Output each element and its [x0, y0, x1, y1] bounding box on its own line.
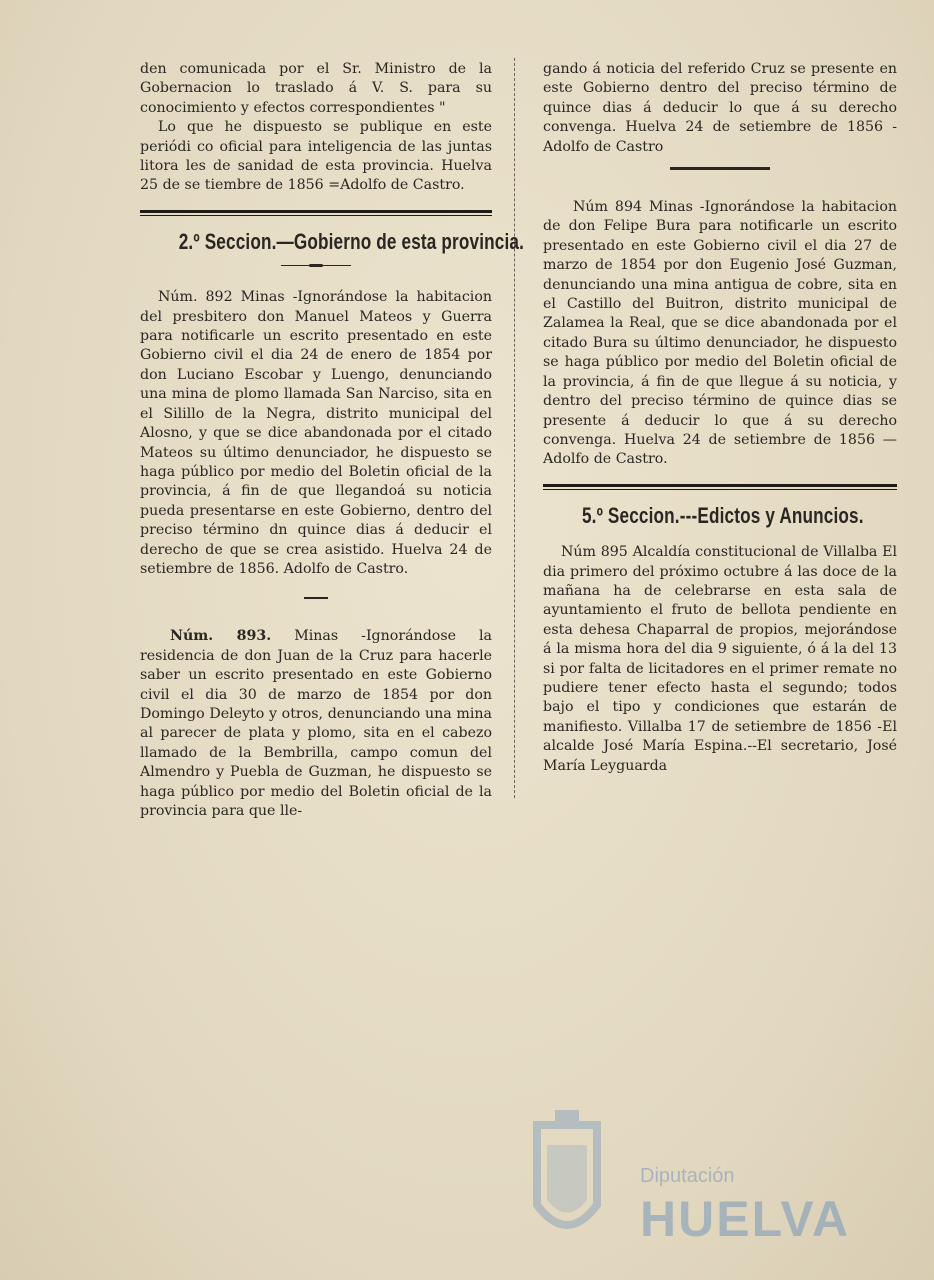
short-divider [304, 597, 328, 599]
notice-893 [140, 627, 492, 821]
short-rule [670, 167, 770, 170]
notice-894-text: Minas -Ignorándose la habitacion de don Felipe Bura para notificarle un escrito presentado en este Gobierno civil el dia 27 de marzo de 1854 por don Eugenio José Guzman, denunciando una mina antigua de cobre, sita en el Castillo del Buitron, distrito municipal de Zalamea la Real, que se dice abandonada por el citado Bura su último denunciador, he dispuesto se haga público por medio del Boletin oficial de la provincia, á fin de que llegue á su noticia, y dentro del preciso término de quince dias se presente á deducir lo que á su derecho convenga. Huelva 24 de setiembre de 1856 —Adolfo de Castro. [543, 199, 897, 468]
notice-894 [543, 198, 897, 470]
notice-892-text: Minas -Ignorándose la habitacion del presbitero don Manuel Mateos y Guerra para notificarle un escrito presentado en este Gobierno civil el dia 24 de enero de 1854 por don Luciano Escobar y Luengo, denunciando una mina de plomo llamada San Narciso, sita en el Silillo de la Negra, distrito municipal del Alosno, y que se dice abandonada por el citado Mateos su último denunciador, he dispuesto se haga público por medio del Boletin oficial de la provincia, á fin de que llegandoá su noticia pueda presentarse en este Gobierno, dentro del preciso término dn quince dias á deducir el derecho de que se crea asistido. Huelva 24 de setiembre de 1856. Adolfo de Castro. [140, 289, 493, 577]
section-5-title: 5.º Seccion.---Edictos y Anuncios. [581, 502, 864, 528]
notice-895 [543, 543, 897, 776]
notice-893-continuation: gando á noticia del referido Cruz se presente en este Gobierno dentro del preciso término de quince dias á deducir lo que á su derecho convenga. Huelva 24 de setiembre de 1856 -Adolfo de Castro [543, 61, 897, 155]
notice-892 [140, 288, 492, 579]
intro-closing-paragraph: Lo que he dispuesto se publique en este periódi co oficial para inteligencia de las juntas litora les de sanidad de esta provincia. Huelva 25 de se tiembre de 1856 =Adolfo de Castro. [140, 119, 492, 194]
notice-893-text: Minas -Ignorándose la residencia de don Juan de la Cruz para hacerle saber un escrito presentado en este Gobierno civil el dia 30 de marzo de 1854 por don Domingo Deleyto y otros, denunciando una mina al parecer de plata y plomo, sita en el cabezo llamado de la Bembrilla, campo comun del Almendro y Puebla de Guzman, he dispuesto se haga público por medio del Boletin oficial de la provincia para que lle- [140, 628, 492, 819]
notice-894-number: Núm 894 [573, 199, 643, 216]
watermark-line2: HUELVA [640, 1191, 851, 1247]
left-column [140, 60, 525, 821]
notice-895-text: Alcaldía constitucional de Villalba El dia primero del próximo octubre á las doce de la mañana ha de celebrarse en esta sala de ayuntamiento el fruto de bellota pendiente en esta dehesa Chaparral de propios, mejorándose á la misma hora del dia 9 siguiente, ó á la del 13 si por falta de licitadores en el primer remate no pudiere tener efecto hasta el segundo; todos bajo el tipo y condiciones que estarán de manifiesto. Villalba 17 de setiembre de 1856 -El alcalde José María Espina.--El secretario, José María Leyguarda [543, 544, 897, 774]
notice-895-number: Núm 895 [561, 544, 628, 561]
right-column [543, 60, 897, 776]
watermark-line1: Diputación [640, 1165, 735, 1187]
section-rule [543, 484, 897, 490]
notice-892-number: Núm. 892 [158, 289, 233, 306]
section-rule [140, 210, 492, 216]
intro-paragraph: den comunicada por el Sr. Ministro de la Gobernacion lo traslado á V. S. para su conocimiento y efectos correspondientes " [140, 61, 492, 116]
section-2-title: 2.º Seccion.—Gobierno de esta provincia. [178, 228, 525, 254]
ornament-divider [281, 265, 351, 266]
column-divider [514, 58, 515, 798]
notice-893-number: Núm. 893. [170, 628, 272, 645]
